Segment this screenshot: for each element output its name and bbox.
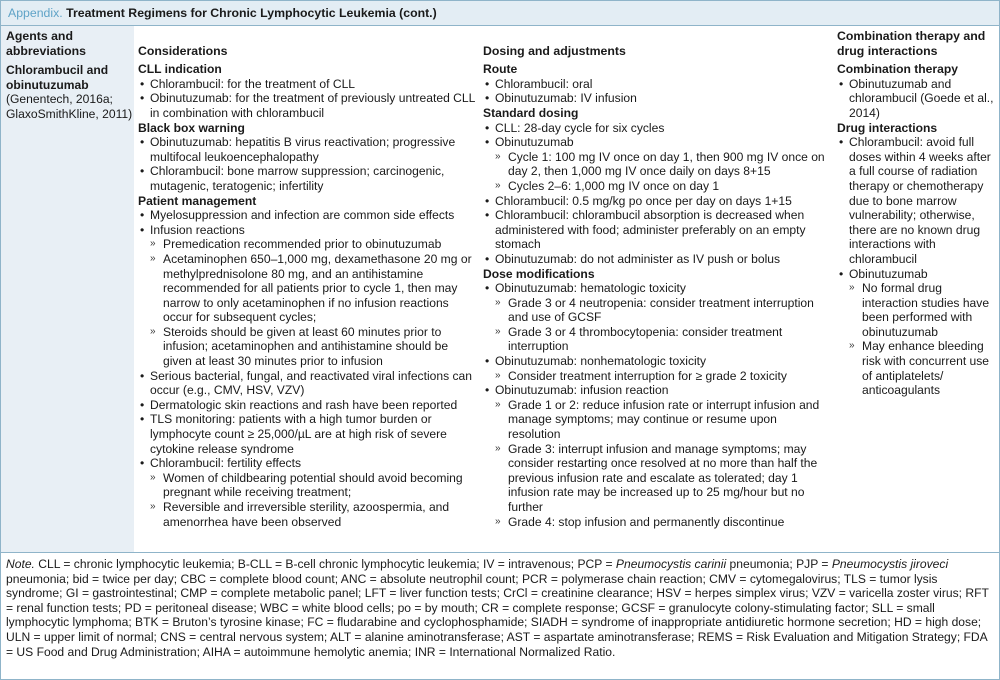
combination-column-header: Combination therapy and drug interactions [837, 29, 986, 58]
sub-list-item: » Consider treatment interruption for ≥ grade 2 toxicity [495, 368, 787, 383]
drug-interactions-heading: Drug interactions [837, 120, 938, 135]
appendix-label: Appendix. [8, 6, 63, 20]
sub-list-item: » No formal drug interaction studies have been performed with obinutuzumab [849, 281, 990, 339]
list-item: • Chlorambucil: avoid full doses within 4 weeks after a full course of radiation therapy or chemotherapy due to bone marrow vulnerability; otherwise, there are no known drug interactions with chlorambucil [839, 135, 991, 266]
table-body [1, 26, 999, 552]
list-item: • TLS monitoring: patients with a high tumor burden or lymphocyte count ≥ 25,000/µL are at high risk of severe cytokine release syndrome [140, 412, 447, 456]
list-item: • Chlorambucil: oral [485, 76, 593, 91]
agents-column [1, 26, 134, 552]
standard-dosing-heading: Standard dosing [483, 105, 579, 120]
list-item: • Obinutuzumab: nonhematologic toxicity [485, 354, 707, 369]
sub-list-item: » Premedication recommended prior to obinutuzumab [150, 237, 442, 252]
list-item: • Serious bacterial, fungal, and reactivated viral infections can occur (e.g., CMV, HSV, VZV) [140, 368, 473, 398]
agents-column-header: Agents and abbreviations [6, 29, 86, 58]
list-item: • Infusion reactions [140, 222, 245, 237]
sub-list-item: » Women of childbearing potential should avoid becoming pregnant while receiving treatment; [150, 470, 463, 500]
sub-list-item: » Acetaminophen 650–1,000 mg, dexamethasone 20 mg or methylprednisolone 80 mg, and an antihistamine recommended for all patients prior to cycle 1, then may narrow to only acetaminophen if no infusion reactions occur for subsequent cycles; [150, 251, 472, 325]
list-item: • Chlorambucil: chlorambucil absorption is decreased when administered with food; administer preferably on an empty stomach [485, 208, 806, 252]
cll-indication-heading: CLL indication [138, 62, 222, 77]
list-item: • Obinutuzumab and chlorambucil (Goede et al., 2014) [839, 76, 994, 120]
patient-management-heading: Patient management [138, 193, 257, 208]
dosing-column [479, 26, 831, 552]
list-item: • Dermatologic skin reactions and rash have been reported [140, 397, 458, 412]
sub-list-item: » Grade 3 or 4 thrombocytopenia: consider treatment interruption [495, 324, 783, 354]
list-item: • Obinutuzumab: for the treatment of previously untreated CLL in combination with chlorambucil [140, 91, 475, 120]
sub-list-item: » Steroids should be given at least 60 minutes prior to infusion; acetaminophen and antihistamine should be given at least 30 minutes prior to infusion [150, 324, 449, 369]
list-item: • Obinutuzumab: infusion reaction [485, 383, 669, 398]
table-note [1, 552, 999, 680]
combination-therapy-heading: Combination therapy [837, 62, 958, 77]
considerations-column-header: Considerations [138, 43, 228, 58]
sub-list-item: » May enhance bleeding risk with concurrent use of antiplatelets/ anticoagulants [849, 339, 990, 398]
agent-name: Chlorambucil and obinutuzumab [6, 63, 109, 92]
list-item: • Chlorambucil: bone marrow suppression; carcinogenic, mutagenic, teratogenic; infertility [140, 164, 445, 193]
list-item: • Obinutuzumab [485, 135, 574, 150]
sub-list-item: » Cycle 1: 100 mg IV once on day 1, then 900 mg IV once on day 2, then 1,000 mg IV once daily on days 8+15 [495, 149, 825, 179]
note-italic-term: Pneumocystis jiroveci [831, 557, 949, 571]
list-item: • CLL: 28-day cycle for six cycles [485, 120, 665, 135]
route-heading: Route [483, 62, 518, 77]
sub-list-item: » Cycles 2–6: 1,000 mg IV once on day 1 [495, 178, 720, 193]
sub-list-item: » Grade 1 or 2: reduce infusion rate or interrupt infusion and manage symptoms; may continue or resume upon resolution [495, 397, 820, 442]
black-box-heading: Black box warning [138, 120, 245, 135]
list-item: • Myelosuppression and infection are common side effects [140, 208, 455, 223]
dose-modifications-heading: Dose modifications [483, 266, 595, 281]
list-item: • Obinutuzumab: hematologic toxicity [485, 281, 686, 296]
list-item: • Chlorambucil: 0.5 mg/kg po once per day on days 1+15 [485, 193, 792, 208]
sub-list-item: » Reversible and irreversible sterility, azoospermia, and amenorrhea have been observed [150, 500, 450, 529]
note-italic-term: Pneumocystis carinii [615, 557, 727, 571]
list-item: • Obinutuzumab: do not administer as IV push or bolus [485, 251, 781, 266]
combination-column [833, 26, 999, 552]
list-item: • Obinutuzumab [839, 266, 928, 281]
agent-reference: (Genentech, 2016a; GlaxoSmithKline, 2011) [6, 92, 133, 121]
note-text: CLL = chronic lymphocytic leukemia; B-CLL = B-cell chronic lymphocytic leukemia; IV = intravenous; PCP = [38, 557, 613, 571]
sub-list-item: » Grade 3: interrupt infusion and manage symptoms; may consider restarting once resolved at no more than half the previous infusion rate and escalate as tolerated; day 1 infusion rate may be increased up to 25 mg/hour but no further [495, 441, 818, 514]
note-label: Note. [6, 557, 35, 571]
note-text: pneumonia; bid = twice per day; CBC = complete blood count; ANC = absolute neutrophil count; PCR = polymerase chain reaction; CMV = cytomegalovirus; TLS = tumor lysis syndrome; GI = gastrointestinal; CMP = complete metabolic panel; LFT = liver function tests; CrCl = creatinine clearance; HSV = herpes simplex virus; VZV = varicella zoster virus; RFT = renal function tests; PD = peritoneal disease; WBC = white blood cells; po = by mouth; CR = complete response; GCSF = granulocyte colony-stimulating factor; SLL = small lymphocytic lymphoma; BTK = Bruton’s tyrosine kinase; FC = fludarabine and cyclophosphamide; SIADH = syndrome of inappropriate antidiuretic hormone secretion; HD = high dose; ULN = upper limit of normal; CNS = central nervous system; ALT = alanine aminotransferase; AST = aspartate aminotransferase; REMS = Risk Evaluation and Mitigation Strategy; FDA = US Food and Drug Administration; AIHA = autoimmune hemolytic anemia; INR = International Normalized Ratio. [6, 571, 989, 659]
dosing-column-header: Dosing and adjustments [483, 43, 626, 58]
list-item: • Obinutuzumab: hepatitis B virus reactivation; progressive multifocal leukoencephalopathy [140, 135, 456, 164]
note-text: pneumonia; PJP = [729, 557, 829, 571]
considerations-column [135, 26, 480, 552]
list-item: • Chlorambucil: for the treatment of CLL [140, 76, 356, 91]
list-item: • Obinutuzumab: IV infusion [485, 91, 637, 106]
table-title: Treatment Regimens for Chronic Lymphocytic Leukemia (cont.) [66, 6, 437, 20]
table-header [1, 1, 999, 26]
sub-list-item: » Grade 3 or 4 neutropenia: consider treatment interruption and use of GCSF [495, 295, 814, 325]
sub-list-item: » Grade 4: stop infusion and permanently discontinue [495, 514, 785, 529]
list-item: • Chlorambucil: fertility effects [140, 456, 302, 471]
